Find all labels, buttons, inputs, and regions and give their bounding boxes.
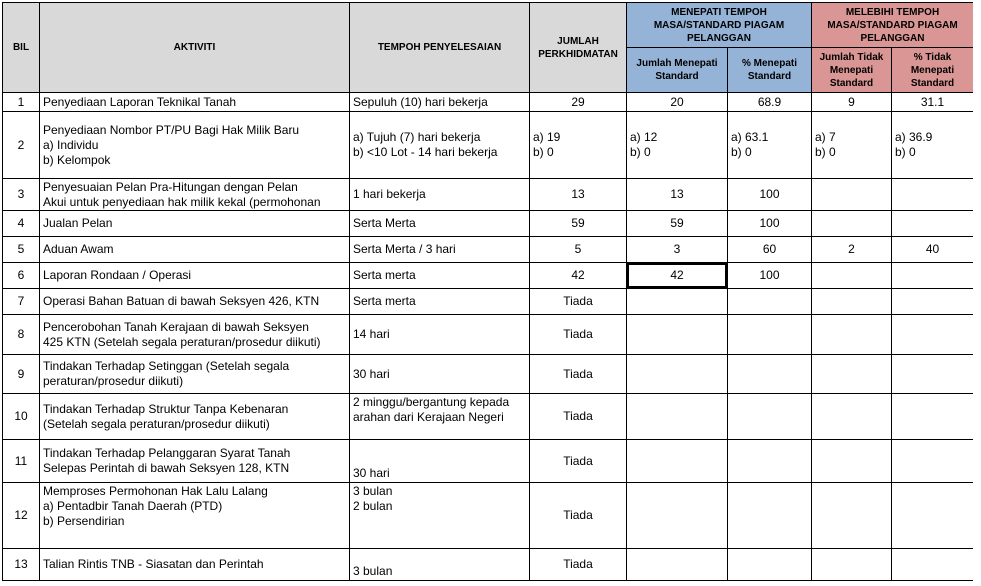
cell-jm[interactable] [627, 93, 728, 112]
spreadsheet-body [3, 3, 974, 581]
cell-pt[interactable] [892, 315, 974, 355]
cell-line: a) Pentadbir Tanah Daerah (PTD) [43, 499, 223, 513]
table-row [3, 440, 974, 483]
cell-line: 100 [759, 268, 780, 282]
cell-bil[interactable]: 4 [3, 211, 40, 237]
cell-line: Selepas Perintah di bawah Seksyen 128, KTN [43, 461, 290, 475]
cell-aktiviti[interactable] [40, 355, 350, 394]
cell-pm[interactable] [728, 112, 812, 179]
cell-tempoh[interactable] [350, 289, 530, 315]
cell-line: a) 12 [630, 130, 658, 144]
cell-pt[interactable] [892, 394, 974, 440]
cell-jm[interactable] [627, 179, 728, 211]
cell-line: peraturan/prosedur diikuti) [43, 374, 184, 388]
cell-line: 100 [759, 216, 780, 230]
cell-line: arahan dari Kerajaan Negeri [353, 410, 504, 424]
cell-bil[interactable]: 8 [3, 315, 40, 355]
cell-line: 59 [670, 216, 684, 230]
cell-pm[interactable] [728, 483, 812, 549]
header-melebihi-group[interactable]: MELEBIHI TEMPOH MASA/STANDARD PIAGAM PELANGGAN [812, 3, 974, 48]
cell-line: Tiada [563, 294, 593, 308]
cell-jumlah[interactable] [530, 211, 627, 237]
table-row [3, 93, 974, 112]
cell-line: 68.9 [757, 94, 782, 109]
cell-jt[interactable] [812, 440, 892, 483]
header-bil[interactable]: BIL [3, 3, 40, 93]
cell-jt[interactable] [812, 237, 892, 263]
header-jumlah[interactable]: JUMLAH PERKHIDMATAN [530, 3, 627, 93]
sheet-right-margin [973, 0, 981, 586]
cell-line: Tindakan Terhadap Struktur Tanpa Kebenaran [43, 401, 289, 416]
cell-line: 20 [670, 94, 684, 109]
cell-pt[interactable] [892, 211, 974, 237]
cell-line: 3 bulan [353, 484, 393, 498]
cell-jumlah[interactable] [530, 440, 627, 483]
cell-jumlah[interactable] [530, 263, 627, 289]
cell-line: 3 bulan [353, 564, 393, 578]
cell-bil[interactable]: 7 [3, 289, 40, 315]
cell-aktiviti[interactable] [40, 394, 350, 440]
cell-line: Serta Merta / 3 hari [353, 242, 456, 256]
table-row [3, 394, 974, 440]
cell-line: (Setelah segala peraturan/prosedur diikuti) [43, 416, 270, 431]
cell-bil[interactable]: 10 [3, 394, 40, 440]
cell-line: 100 [759, 187, 780, 201]
cell-pm[interactable] [728, 355, 812, 394]
cell-jumlah[interactable] [530, 93, 627, 112]
cell-line: Pencerobohan Tanah Kerajaan di bawah Seksyen [43, 319, 309, 334]
cell-jt[interactable] [812, 211, 892, 237]
cell-jt[interactable] [812, 483, 892, 549]
cell-jm[interactable] [627, 237, 728, 263]
cell-pm[interactable] [728, 440, 812, 483]
cell-pt[interactable] [892, 263, 974, 289]
cell-bil[interactable]: 12 [3, 483, 40, 549]
cell-line: 42 [670, 268, 684, 282]
cell-line: b) 0 [895, 145, 916, 159]
cell-line: 5 [574, 242, 582, 256]
cell-bil[interactable]: 3 [3, 179, 40, 211]
table-row [3, 315, 974, 355]
table-row [3, 355, 974, 394]
cell-line: Tiada [563, 508, 593, 522]
cell-aktiviti[interactable] [40, 179, 350, 211]
cell-line: Tiada [563, 557, 593, 571]
cell-line: 425 KTN (Setelah segala peraturan/prosedur diikuti) [43, 334, 321, 349]
cell-line: 31.1 [920, 94, 945, 109]
cell-line: b) <10 Lot - 14 hari bekerja [353, 145, 498, 159]
cell-line: Tiada [563, 327, 593, 341]
cell-tempoh[interactable] [350, 549, 530, 581]
cell-line: Penyediaan Laporan Teknikal Tanah [43, 94, 237, 109]
cell-aktiviti[interactable] [40, 440, 350, 483]
cell-line: a) Tujuh (7) hari bekerja [353, 130, 481, 144]
cell-tempoh[interactable] [350, 112, 530, 179]
cell-line: 42 [571, 268, 585, 282]
cell-tempoh[interactable] [350, 211, 530, 237]
cell-jm[interactable] [627, 394, 728, 440]
cell-line: Akui untuk penyediaan hak milik kekal (permohonan [43, 194, 321, 209]
cell-jt[interactable] [812, 315, 892, 355]
cell-tempoh[interactable] [350, 483, 530, 549]
cell-line: 13 [571, 187, 585, 201]
cell-tempoh[interactable] [350, 315, 530, 355]
cell-jm[interactable] [627, 483, 728, 549]
cell-line: Jualan Pelan [43, 216, 113, 230]
cell-aktiviti[interactable] [40, 237, 350, 263]
cell-line: Aduan Awam [43, 242, 114, 256]
cell-bil[interactable]: 6 [3, 263, 40, 289]
cell-line: b) 0 [815, 145, 836, 159]
cell-jt[interactable] [812, 549, 892, 581]
cell-tempoh[interactable] [350, 394, 530, 440]
cell-line: a) Individu [43, 137, 99, 152]
cell-line: b) Persendirian [43, 514, 125, 528]
spreadsheet-table [2, 2, 974, 581]
cell-pm[interactable] [728, 263, 812, 289]
cell-jt[interactable] [812, 355, 892, 394]
cell-bil[interactable]: 1 [3, 93, 40, 112]
table-row [3, 289, 974, 315]
cell-tempoh[interactable] [350, 263, 530, 289]
cell-line: a) 63.1 [731, 130, 769, 144]
table-row [3, 179, 974, 211]
cell-line: Penyediaan Nombor PT/PU Bagi Hak Milik Baru [43, 122, 300, 137]
cell-jm[interactable] [627, 315, 728, 355]
cell-line: b) 0 [533, 145, 554, 159]
cell-aktiviti[interactable] [40, 315, 350, 355]
cell-pt[interactable] [892, 440, 974, 483]
cell-jt[interactable] [812, 112, 892, 179]
header-jumlah-tidak[interactable]: Jumlah Tidak Menepati Standard [812, 48, 892, 93]
cell-jm[interactable] [627, 440, 728, 483]
cell-aktiviti[interactable] [40, 483, 350, 549]
cell-jt[interactable] [812, 289, 892, 315]
cell-jt[interactable] [812, 179, 892, 211]
cell-line: Laporan Rondaan / Operasi [43, 268, 192, 282]
cell-line: 9 [848, 94, 855, 109]
cell-aktiviti[interactable] [40, 263, 350, 289]
header-aktiviti[interactable]: AKTIVITI [40, 3, 350, 93]
cell-pt[interactable] [892, 483, 974, 549]
cell-pt[interactable] [892, 93, 974, 112]
cell-pt[interactable] [892, 237, 974, 263]
cell-line: a) 36.9 [895, 130, 933, 144]
cell-line: Serta Merta [353, 216, 416, 230]
cell-jm[interactable] [627, 549, 728, 581]
cell-jt[interactable] [812, 93, 892, 112]
cell-tempoh[interactable] [350, 179, 530, 211]
cell-pm[interactable] [728, 237, 812, 263]
cell-jm[interactable] [627, 289, 728, 315]
cell-aktiviti[interactable] [40, 112, 350, 179]
cell-pt[interactable] [892, 179, 974, 211]
cell-line: a) 19 [533, 130, 561, 144]
table-row [3, 237, 974, 263]
cell-tempoh[interactable] [350, 440, 530, 483]
cell-line: 2 minggu/bergantung kepada [353, 395, 510, 409]
cell-jumlah[interactable] [530, 483, 627, 549]
cell-pm[interactable] [728, 315, 812, 355]
cell-line: 30 hari [353, 366, 390, 381]
cell-jumlah[interactable] [530, 289, 627, 315]
cell-pm[interactable] [728, 211, 812, 237]
cell-line: 2 bulan [353, 499, 393, 513]
cell-line: 2 [848, 242, 855, 256]
cell-line: a) 7 [815, 130, 836, 144]
cell-pt[interactable] [892, 549, 974, 581]
cell-tempoh[interactable] [350, 93, 530, 112]
cell-line: Sepuluh (10) hari bekerja [353, 94, 488, 109]
cell-pm[interactable] [728, 394, 812, 440]
header-tempoh[interactable]: TEMPOH PENYELESAIAN [350, 3, 530, 93]
cell-jm[interactable] [627, 355, 728, 394]
cell-line: b) 0 [630, 145, 651, 159]
table-row [3, 549, 974, 581]
cell-pm[interactable] [728, 93, 812, 112]
header-row-1 [3, 3, 974, 48]
cell-pm[interactable] [728, 289, 812, 315]
cell-line: Tiada [563, 453, 593, 468]
cell-jumlah[interactable] [530, 237, 627, 263]
table-row [3, 112, 974, 179]
cell-jm[interactable] [627, 263, 728, 289]
cell-line: Operasi Bahan Batuan di bawah Seksyen 426, KTN [43, 294, 320, 308]
cell-line: Tindakan Terhadap Setinggan (Setelah segala [43, 359, 290, 373]
cell-line: Tiada [563, 409, 593, 423]
cell-line: Tiada [563, 366, 593, 381]
cell-line: 40 [925, 242, 940, 256]
cell-jumlah[interactable] [530, 179, 627, 211]
cell-aktiviti[interactable] [40, 549, 350, 581]
cell-jumlah[interactable] [530, 112, 627, 179]
cell-jt[interactable] [812, 263, 892, 289]
header-pct-tidak[interactable]: % Tidak Menepati Standard [892, 48, 974, 93]
cell-pm[interactable] [728, 549, 812, 581]
cell-line: Serta merta [353, 268, 416, 282]
cell-jt[interactable] [812, 394, 892, 440]
table-row [3, 263, 974, 289]
header-pct-menepati[interactable]: % Menepati Standard [728, 48, 812, 93]
cell-tempoh[interactable] [350, 237, 530, 263]
cell-jumlah[interactable] [530, 394, 627, 440]
header-jumlah-menepati[interactable]: Jumlah Menepati Standard [627, 48, 728, 93]
cell-line: 30 hari [353, 466, 390, 480]
cell-aktiviti[interactable] [40, 289, 350, 315]
cell-line: Tindakan Terhadap Pelanggaran Syarat Tanah [43, 446, 291, 460]
cell-line: 29 [571, 94, 585, 109]
table-row [3, 483, 974, 549]
cell-line: Talian Rintis TNB - Siasatan dan Perintah [43, 557, 264, 571]
cell-line: Serta merta [353, 294, 416, 308]
cell-bil[interactable]: 2 [3, 112, 40, 179]
cell-pt[interactable] [892, 355, 974, 394]
cell-pt[interactable] [892, 112, 974, 179]
cell-line: b) 0 [731, 145, 752, 159]
cell-aktiviti[interactable] [40, 211, 350, 237]
cell-bil[interactable]: 11 [3, 440, 40, 483]
cell-line: 3 [673, 242, 681, 256]
cell-line: 60 [762, 242, 777, 256]
cell-line: 1 hari bekerja [353, 187, 426, 201]
cell-bil[interactable]: 5 [3, 237, 40, 263]
cell-pt[interactable] [892, 289, 974, 315]
cell-aktiviti[interactable] [40, 93, 350, 112]
cell-jumlah[interactable] [530, 355, 627, 394]
cell-tempoh[interactable] [350, 355, 530, 394]
cell-line: 13 [670, 187, 684, 201]
cell-line: 14 hari [353, 327, 390, 341]
cell-bil[interactable]: 9 [3, 355, 40, 394]
cell-jumlah[interactable] [530, 315, 627, 355]
cell-line: 59 [571, 216, 585, 230]
cell-line: b) Kelompok [43, 152, 111, 167]
cell-bil[interactable]: 13 [3, 549, 40, 581]
cell-jumlah[interactable] [530, 549, 627, 581]
cell-jm[interactable] [627, 211, 728, 237]
cell-line: Memproses Permohonan Hak Lalu Lalang [43, 484, 268, 498]
header-menepati-group[interactable]: MENEPATI TEMPOH MASA/STANDARD PIAGAM PELANGGAN [627, 3, 812, 48]
cell-jm[interactable] [627, 112, 728, 179]
cell-line: Penyesuaian Pelan Pra-Hitungan dengan Pelan [43, 179, 298, 194]
cell-pm[interactable] [728, 179, 812, 211]
table-row [3, 211, 974, 237]
